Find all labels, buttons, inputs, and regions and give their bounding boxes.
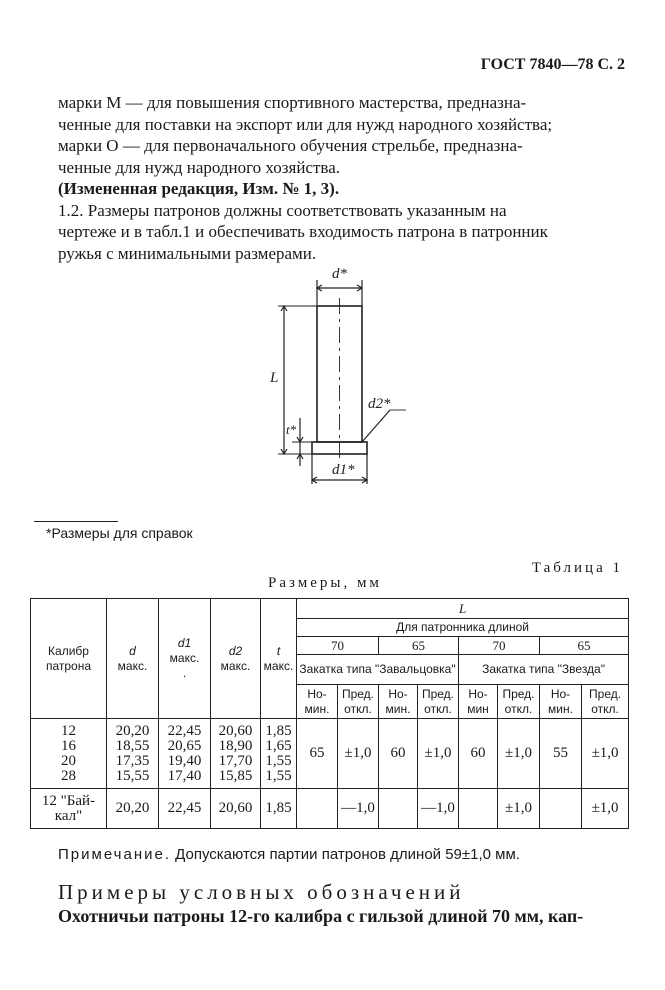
label-d: d* (332, 266, 347, 282)
paragraph-line: марки О — для первоначального обучения стрельбе, предназна- (58, 136, 523, 155)
dimensions-table (30, 598, 629, 829)
paragraph-line: чертеже и в табл.1 и обеспечивать входимость патрона в патронник (58, 222, 548, 241)
cell-empty (459, 789, 498, 829)
cell-baikal-d2: 20,60 (211, 789, 261, 829)
examples-text: Охотничьи патроны 12-го калибра с гильзой длиной 70 мм, кап- (58, 906, 584, 926)
header-nom: Но-мин. (297, 685, 338, 719)
cell-dev-2: ±1,0 (418, 719, 459, 789)
header-caliber: Калибр патрона (31, 599, 107, 719)
cell-d1-values: 22,45 20,65 19,40 17,40 (159, 719, 211, 789)
header-L: L (297, 599, 629, 619)
examples-title: Примеры условных обозначений (58, 880, 465, 904)
header-len-70b: 70 (459, 637, 540, 655)
header-chamber: Для патронника длиной (297, 619, 629, 637)
cell-nom-1: 65 (297, 719, 338, 789)
cell-baikal-d: 20,20 (107, 789, 159, 829)
cell-empty (297, 789, 338, 829)
header-dev: Пред. откл. (418, 685, 459, 719)
cell-nom-3: 60 (459, 719, 498, 789)
amendment-note: (Измененная редакция, Изм. № 1, 3). (58, 179, 340, 198)
header-len-70a: 70 (297, 637, 379, 655)
table-note (58, 846, 520, 863)
cell-dev-4: ±1,0 (582, 719, 629, 789)
cartridge-drawing (240, 258, 420, 494)
header-dev: Пред. откл. (498, 685, 540, 719)
cell-calibers: 12 16 20 28 (31, 719, 107, 789)
footnote: *Размеры для справок (46, 525, 193, 541)
cell-nom-2: 60 (379, 719, 418, 789)
table-row (31, 789, 629, 829)
footnote-divider (34, 521, 118, 522)
table-subcaption: Размеры, мм (268, 575, 382, 591)
table-caption: Таблица 1 (531, 560, 623, 576)
label-d2: d2* (368, 396, 391, 412)
cell-d2-values: 20,60 18,90 17,70 15,85 (211, 719, 261, 789)
cell-empty (540, 789, 582, 829)
paragraph-line: ченные для поставки на экспорт или для нужд народного хозяйства; (58, 114, 553, 134)
header-t: t макс. (261, 599, 297, 719)
cell-baikal-dev-3: ±1,0 (498, 789, 540, 829)
paragraph-line: ружья с минимальными размерами. (58, 243, 317, 263)
label-d1: d1* (332, 462, 355, 478)
header-nom: Но-мин (459, 685, 498, 719)
cell-nom-4: 55 (540, 719, 582, 789)
header-nom: Но-мин. (379, 685, 418, 719)
note-label: Примечание. (58, 846, 171, 863)
header-d1: d1 макс. . (159, 599, 211, 719)
cell-baikal-dev-2: —1,0 (418, 789, 459, 829)
cell-dev-1: ±1,0 (338, 719, 379, 789)
paragraph-line: марки М — для повышения спортивного мастерства, предназна- (58, 93, 527, 112)
header-crimp-1: Закатка типа "Завальцовка" (297, 655, 459, 685)
cell-baikal-dev-1: —1,0 (338, 789, 379, 829)
header-len-65a: 65 (379, 637, 459, 655)
cell-empty (379, 789, 418, 829)
cell-baikal-dev-4: ±1,0 (582, 789, 629, 829)
cell-dev-3: ±1,0 (498, 719, 540, 789)
header-d2: d2 макс. (211, 599, 261, 719)
header-nom: Но-мин. (540, 685, 582, 719)
label-t: t* (286, 422, 297, 437)
cell-baikal-t: 1,85 (261, 789, 297, 829)
header-dev: Пред. откл. (338, 685, 379, 719)
header-dev: Пред. откл. (582, 685, 629, 719)
page-header: ГОСТ 7840—78 С. 2 (480, 56, 625, 73)
label-L: L (270, 370, 279, 386)
header-crimp-2: Закатка типа "Звезда" (459, 655, 629, 685)
header-len-65b: 65 (540, 637, 629, 655)
note-text: Допускаются партии патронов длиной 59±1,0 мм. (171, 846, 520, 863)
cell-t-values: 1,85 1,65 1,55 1,55 (261, 719, 297, 789)
cell-baikal-caliber: 12 "Бай-кал" (31, 789, 107, 829)
paragraph-line: ченные для нужд народного хозяйства. (58, 157, 340, 177)
paragraph-line: 1.2. Размеры патронов должны соответствовать указанным на (58, 200, 507, 220)
header-d: d макс. (107, 599, 159, 719)
cell-d-values: 20,20 18,55 17,35 15,55 (107, 719, 159, 789)
table-row (31, 719, 629, 789)
cell-baikal-d1: 22,45 (159, 789, 211, 829)
body-text (58, 92, 630, 264)
